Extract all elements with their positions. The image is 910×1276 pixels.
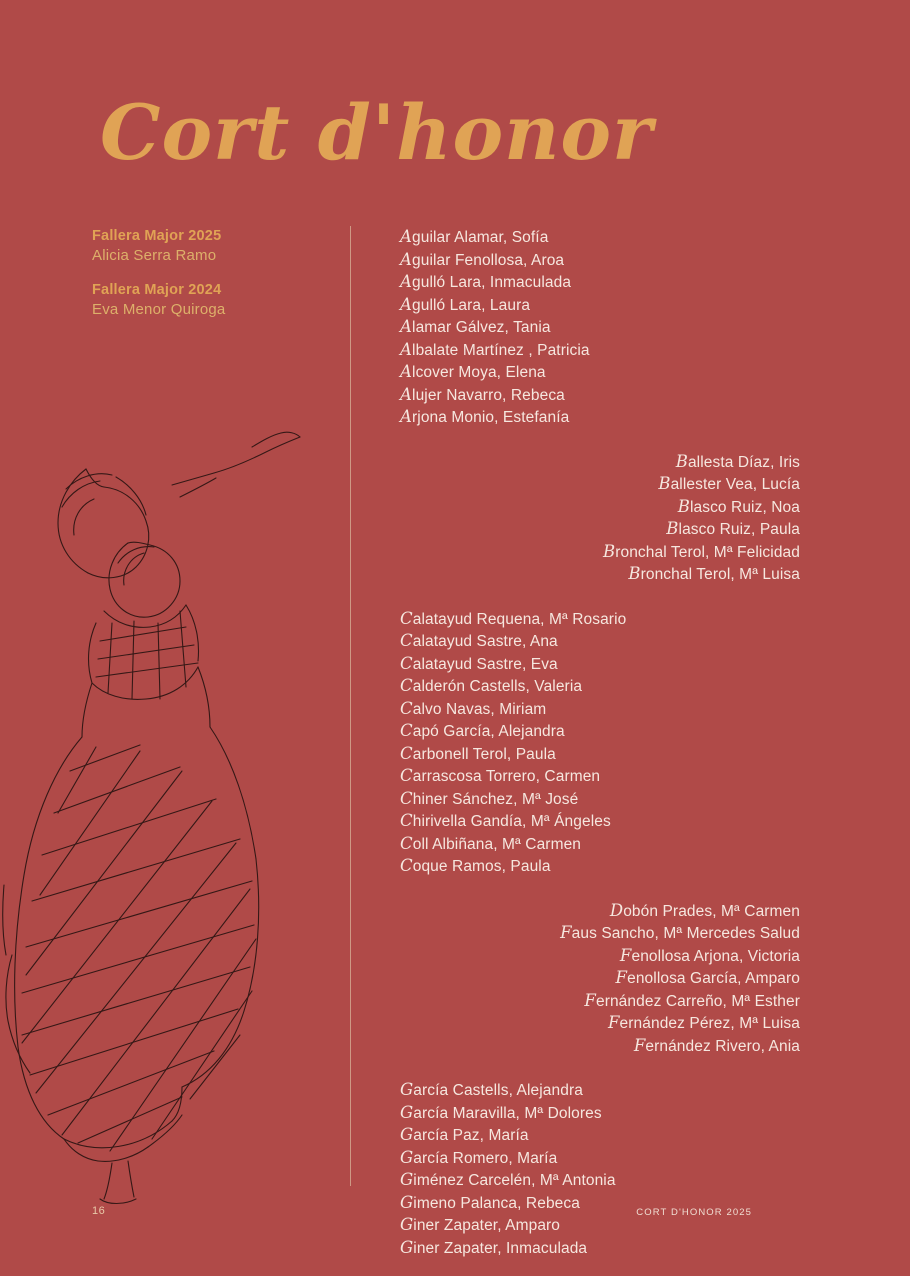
name-initial: B	[603, 541, 616, 561]
name-group-a	[400, 226, 800, 429]
name-initial: C	[400, 721, 413, 740]
list-item: Ballester Vea, Lucía	[658, 474, 800, 493]
name-initial: D	[609, 900, 624, 920]
name-initial: G	[400, 1192, 414, 1212]
name-initial: A	[400, 272, 413, 291]
name-group-b	[400, 451, 800, 586]
list-item: Agulló Lara, Laura	[400, 294, 531, 314]
name-initial: G	[400, 1147, 414, 1167]
list-item: Alcover Moya, Elena	[400, 362, 546, 381]
list-item: Aguilar Alamar, Sofía	[400, 227, 549, 246]
name-initial: F	[619, 945, 632, 965]
list-item: Blasco Ruiz, Noa	[677, 496, 800, 516]
name-initial: B	[666, 519, 679, 538]
name-initial: C	[400, 631, 413, 650]
name-initial: C	[400, 608, 413, 628]
list-item: Calatayud Sastre, Ana	[400, 631, 558, 650]
name-initial: A	[400, 362, 413, 381]
name-initial: G	[400, 1125, 414, 1144]
list-item: Arjona Monio, Estefanía	[400, 407, 570, 426]
list-item: Bronchal Terol, Mª Felicidad	[603, 541, 800, 561]
list-item: Bronchal Terol, Mª Luisa	[628, 564, 800, 583]
vertical-divider	[350, 226, 351, 1186]
list-item: Calatayud Sastre, Eva	[400, 653, 558, 673]
list-item: Faus Sancho, Mª Mercedes Salud	[560, 923, 800, 942]
list-item: Alamar Gálvez, Tania	[400, 317, 551, 336]
list-item: Calderón Castells, Valeria	[400, 676, 583, 695]
name-initial: A	[400, 227, 413, 246]
list-item: Chirivella Gandía, Mª Ángeles	[400, 811, 611, 830]
name-initial: C	[400, 833, 413, 853]
name-initial: B	[628, 564, 641, 583]
list-item: Agulló Lara, Inmaculada	[400, 272, 572, 291]
fallera-major-2025-title: Fallera Major 2025	[92, 228, 222, 244]
name-initial: G	[400, 1215, 414, 1234]
list-item: Giner Zapater, Amparo	[400, 1215, 561, 1234]
name-initial: C	[400, 743, 413, 763]
list-item: Carrascosa Torrero, Carmen	[400, 766, 601, 785]
name-initial: F	[560, 923, 572, 942]
list-item: Aguilar Fenollosa, Aroa	[400, 249, 565, 269]
fallera-majors-block	[92, 228, 322, 336]
list-item: Ballesta Díaz, Iris	[675, 451, 800, 471]
name-initial: C	[400, 698, 413, 718]
fallera-major-2024	[92, 282, 322, 318]
fallera-major-2024-name: Eva Menor Quiroga	[92, 301, 226, 318]
list-item: García Castells, Alejandra	[400, 1080, 583, 1099]
name-initial: G	[400, 1102, 414, 1122]
name-initial: A	[400, 249, 413, 269]
list-item: Calvo Navas, Miriam	[400, 698, 547, 718]
list-item: García Romero, María	[400, 1147, 558, 1167]
name-initial: A	[400, 317, 413, 336]
list-item: Carbonell Terol, Paula	[400, 743, 556, 763]
name-initial: B	[658, 474, 671, 493]
list-item: Calatayud Requena, Mª Rosario	[400, 608, 627, 628]
name-initial: F	[615, 968, 628, 987]
name-initial: B	[677, 496, 690, 516]
cort-honor-name-list	[400, 226, 800, 1259]
list-item: Giner Zapater, Inmaculada	[400, 1237, 588, 1257]
name-initial: G	[400, 1170, 414, 1189]
footer-label: CORT D'HONOR 2025	[636, 1207, 752, 1218]
name-initial: F	[607, 1013, 620, 1032]
list-item: Alujer Navarro, Rebeca	[400, 384, 565, 404]
name-initial: G	[400, 1080, 414, 1099]
dancer-illustration	[0, 415, 330, 1205]
list-item: García Paz, María	[400, 1125, 529, 1144]
list-item: Fernández Rivero, Ania	[633, 1035, 800, 1055]
name-initial: A	[400, 384, 413, 404]
list-item: Dobón Prades, Mª Carmen	[609, 900, 800, 920]
list-item: Fenollosa García, Amparo	[615, 968, 800, 987]
list-item: Albalate Martínez , Patricia	[400, 339, 590, 359]
fallera-major-2025	[92, 228, 322, 264]
list-item: Fenollosa Arjona, Victoria	[619, 945, 800, 965]
list-item: Fernández Pérez, Mª Luisa	[607, 1013, 800, 1032]
list-item: Fernández Carreño, Mª Esther	[584, 990, 800, 1010]
name-initial: C	[400, 676, 413, 695]
fallera-major-2024-title: Fallera Major 2024	[92, 282, 222, 298]
name-initial: A	[400, 294, 413, 314]
name-initial: C	[400, 856, 413, 875]
list-item: Coque Ramos, Paula	[400, 856, 551, 875]
page-title: Cort d'honor	[100, 88, 654, 177]
name-initial: B	[675, 451, 688, 471]
name-group-g	[400, 1079, 800, 1259]
name-initial: F	[584, 990, 596, 1010]
list-item: Chiner Sánchez, Mª José	[400, 788, 579, 808]
list-item: Blasco Ruiz, Paula	[666, 519, 800, 538]
name-group-c	[400, 608, 800, 878]
name-initial: C	[400, 811, 413, 830]
list-item: García Maravilla, Mª Dolores	[400, 1102, 602, 1122]
name-initial: A	[400, 407, 413, 426]
name-group-df	[400, 900, 800, 1058]
list-item: Gimeno Palanca, Rebeca	[400, 1192, 580, 1212]
name-initial: A	[400, 339, 413, 359]
name-initial: C	[400, 766, 413, 785]
list-item: Capó García, Alejandra	[400, 721, 565, 740]
list-item: Coll Albiñana, Mª Carmen	[400, 833, 582, 853]
list-item: Giménez Carcelén, Mª Antonia	[400, 1170, 616, 1189]
name-initial: C	[400, 653, 413, 673]
fallera-major-2025-name: Alicia Serra Ramo	[92, 247, 217, 264]
name-initial: F	[633, 1035, 646, 1055]
page-number: 16	[92, 1205, 106, 1217]
name-initial: G	[400, 1237, 414, 1257]
name-initial: C	[400, 788, 413, 808]
